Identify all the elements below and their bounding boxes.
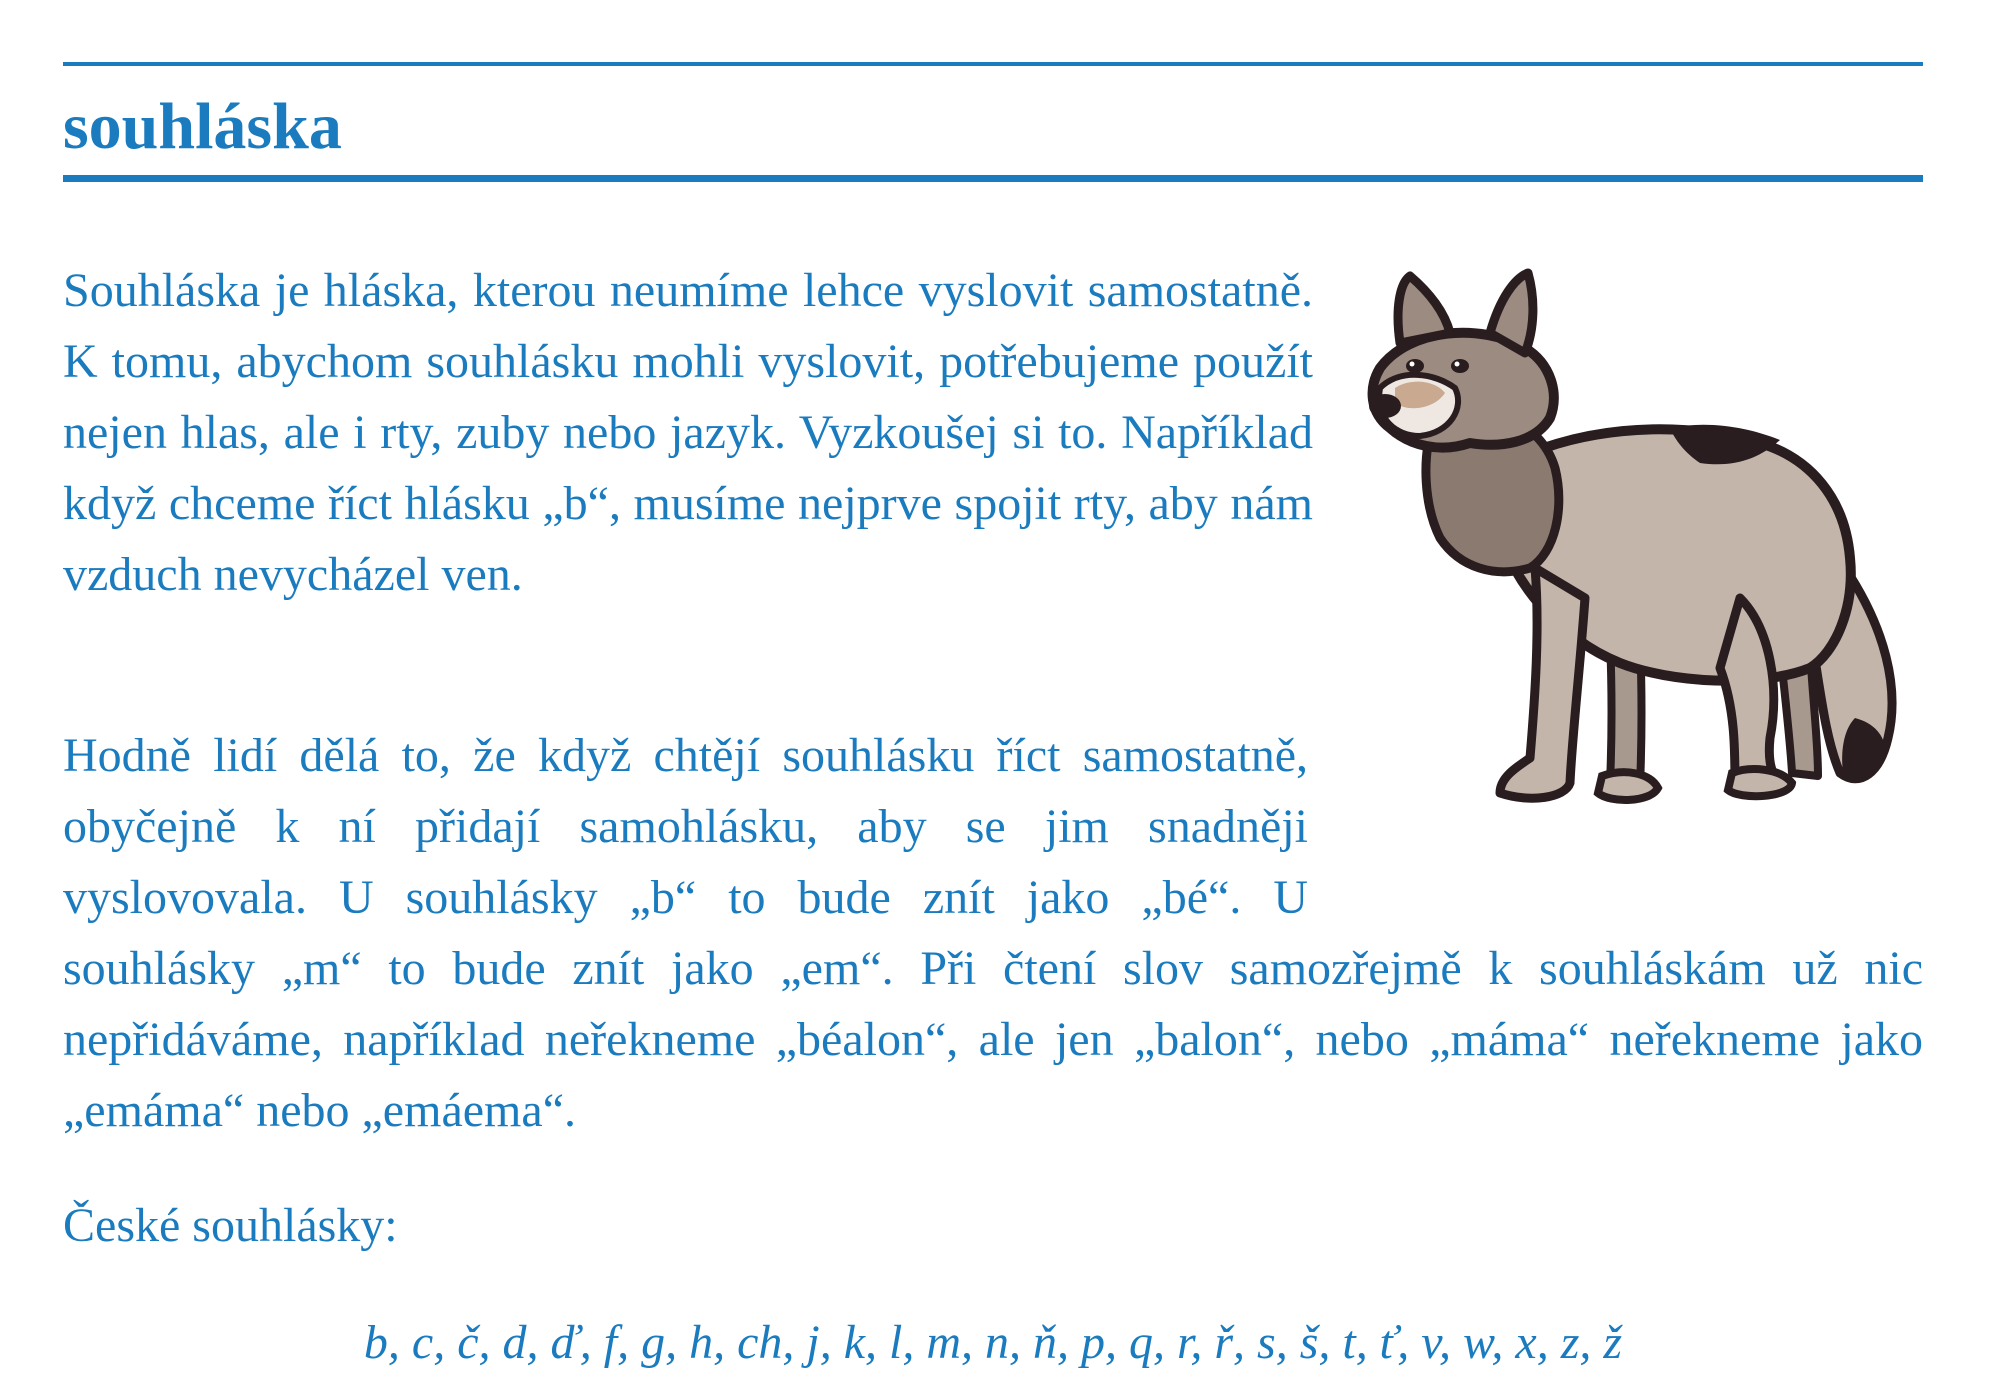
paragraph-pronunciation-text: Hodně lidí dělá to, že když chtějí souhlásku říct samostatně, obyčejně k ní přidají samohlásku, aby se jim snadněji vyslovovala. U souhlásky „b“ to bude znít jako „bé“. U souhlásky „m“ to bude znít jako „em“. Při čtení slov samozřejmě k souhláskám už nic nepřidáváme, například neřekneme „béalon“, ale jen „balon“, nebo „máma“ neřekneme jako „emáma“ nebo „emáema“. bbox=[63, 729, 1923, 1137]
wolf-right-ear bbox=[1490, 273, 1533, 353]
wolf-right-eye bbox=[1451, 359, 1469, 373]
wolf-nose bbox=[1369, 394, 1401, 418]
top-rule bbox=[63, 62, 1923, 66]
wolf-illustration bbox=[1340, 268, 1930, 828]
consonants-label: České souhlásky: bbox=[63, 1199, 398, 1252]
wolf-left-ear bbox=[1398, 276, 1450, 343]
wolf-left-eye bbox=[1406, 359, 1424, 373]
heading-underline bbox=[63, 175, 1923, 182]
paragraph-definition: Souhláska je hláska, kterou neumíme lehce vyslovit samostatně. K tomu, abychom souhlásku mohli vyslovit, potřebujeme použít nejen hlas, ale i rty, zuby nebo jazyk. Vyzkoušej si to. Například když chceme říct hlásku „b“, musíme nejprve spojit rty, aby nám vzduch nevycházel ven. bbox=[63, 264, 1313, 601]
consonants-list: b, c, č, d, ď, f, g, h, ch, j, k, l, m, n, ň, p, q, r, ř, s, š, t, ť, v, w, x, z, ž bbox=[363, 1316, 1623, 1369]
wolf-front-far-paw bbox=[1598, 772, 1658, 800]
page-title: souhláska bbox=[63, 90, 342, 163]
wolf-back-near-paw bbox=[1728, 769, 1792, 796]
wolf-front-near-leg bbox=[1500, 568, 1585, 798]
